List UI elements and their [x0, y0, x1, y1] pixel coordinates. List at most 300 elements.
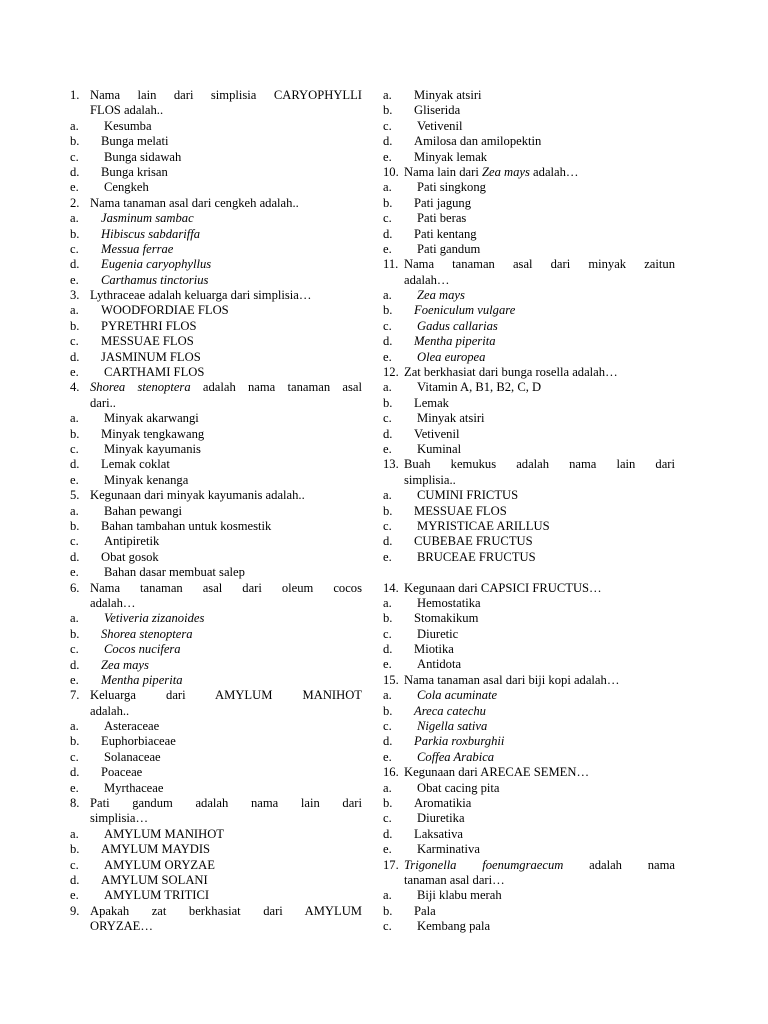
answer-option: [383, 319, 675, 334]
option-letter: b.: [70, 226, 80, 241]
option-letter: c.: [383, 318, 392, 333]
option-letter: e.: [383, 349, 392, 364]
question-text: [90, 380, 362, 411]
text-segment: Olea europea: [417, 349, 486, 364]
text-segment: Shorea stenoptera: [90, 380, 191, 395]
option-letter: d.: [70, 257, 80, 272]
text-segment: Bunga krisan: [101, 164, 168, 179]
question-text-line: [90, 796, 362, 811]
text-segment: Zea mays: [481, 164, 530, 179]
text-segment: adalah…: [90, 595, 136, 610]
question-text-line: [404, 873, 675, 888]
option-text: [417, 781, 675, 796]
option-letter: b.: [70, 134, 80, 149]
option-text: [417, 657, 675, 672]
option-text: [101, 765, 362, 780]
question-number: 4.: [70, 380, 80, 395]
option-text: [414, 227, 675, 242]
question-number: 6.: [70, 580, 80, 595]
question-item: [383, 165, 675, 180]
answer-option: [383, 596, 675, 611]
answer-option: [383, 380, 675, 395]
text-segment: Cola acuminate: [417, 688, 498, 703]
option-letter: d.: [70, 349, 80, 364]
text-segment: Minyak tengkawang: [101, 426, 205, 441]
option-letter: a.: [70, 211, 79, 226]
text-segment: Minyak lemak: [414, 149, 488, 164]
option-letter: a.: [383, 595, 392, 610]
text-segment: Diuretika: [417, 811, 465, 826]
text-segment: Miotika: [414, 642, 454, 657]
option-text: [414, 303, 675, 318]
text-segment: CARTHAMI FLOS: [104, 365, 205, 380]
option-text: [417, 550, 675, 565]
option-text: [104, 534, 362, 549]
option-letter: c.: [70, 334, 79, 349]
option-text: [414, 334, 675, 349]
option-letter: a.: [383, 180, 392, 195]
text-segment: Pati kentang: [414, 226, 477, 241]
text-segment: Gliserida: [414, 103, 461, 118]
text-segment: CUBEBAE FRUCTUS: [414, 534, 533, 549]
option-text: [417, 288, 675, 303]
option-text: [414, 196, 675, 211]
question-item: [70, 88, 362, 119]
text-segment: Bahan dasar membuat salep: [104, 565, 245, 580]
question-text-line: [90, 88, 362, 103]
text-segment: Vetivenil: [414, 426, 460, 441]
option-letter: a.: [70, 719, 79, 734]
answer-option: [383, 550, 675, 565]
option-text: [101, 350, 362, 365]
question-item: [383, 765, 675, 780]
answer-option: [383, 488, 675, 503]
text-segment: Trigonella foenumgraecum: [404, 857, 564, 872]
option-text: [101, 627, 362, 642]
answer-option: [383, 534, 675, 549]
option-letter: b.: [383, 611, 393, 626]
answer-option: [70, 334, 362, 349]
option-text: [417, 519, 675, 534]
option-text: [417, 750, 675, 765]
option-letter: a.: [383, 380, 392, 395]
option-text: [101, 658, 362, 673]
answer-option: [70, 627, 362, 642]
answer-option: [383, 334, 675, 349]
text-segment: Myrthaceae: [104, 780, 164, 795]
text-segment: MESSUAE FLOS: [101, 334, 194, 349]
text-segment: AMYLUM SOLANI: [101, 873, 208, 887]
text-segment: Laksativa: [414, 826, 463, 841]
answer-option: [70, 611, 362, 626]
answer-option: [70, 750, 362, 765]
option-text: [104, 180, 362, 195]
answer-option: [70, 134, 362, 149]
option-text: [101, 334, 362, 349]
question-item: [70, 581, 362, 612]
answer-option: [383, 504, 675, 519]
text-segment: MYRISTICAE ARILLUS: [417, 518, 550, 533]
answer-option: [70, 473, 362, 488]
question-text: [90, 288, 362, 303]
text-segment: AMYLUM TRITICI: [104, 888, 210, 903]
text-segment: Diuretic: [417, 626, 459, 641]
option-letter: d.: [70, 457, 80, 472]
question-item: [70, 488, 362, 503]
answer-option: [70, 227, 362, 242]
text-segment: Zea mays: [101, 657, 149, 672]
text-segment: Lemak: [414, 395, 449, 410]
question-text-line: [404, 858, 675, 873]
answer-option: [383, 103, 675, 118]
option-letter: c.: [70, 534, 79, 549]
option-letter: e.: [383, 657, 392, 672]
answer-option: [383, 134, 675, 149]
text-segment: Bahan tambahan untuk kosmestik: [101, 518, 272, 533]
option-text: [104, 150, 362, 165]
option-text: [414, 904, 675, 919]
option-letter: e.: [383, 749, 392, 764]
answer-option: [70, 888, 362, 903]
answer-option: [70, 858, 362, 873]
question-item: [383, 457, 675, 488]
text-segment: Vetiveria zizanoides: [104, 611, 205, 626]
option-text: [414, 796, 675, 811]
text-segment: Eugenia caryophyllus: [101, 257, 212, 272]
text-segment: Pati singkong: [417, 180, 486, 195]
option-text: [414, 396, 675, 411]
answer-option: [383, 796, 675, 811]
option-letter: b.: [383, 503, 393, 518]
answer-option: [70, 658, 362, 673]
text-segment: AMYLUM MANIHOT: [104, 826, 224, 841]
answer-option: [70, 411, 362, 426]
answer-option: [70, 350, 362, 365]
text-segment: Vetivenil: [417, 118, 463, 133]
option-letter: b.: [383, 903, 393, 918]
option-letter: e.: [70, 672, 79, 687]
text-segment: simplisia…: [90, 811, 149, 826]
option-letter: c.: [70, 149, 79, 164]
answer-option: [70, 257, 362, 272]
option-letter: b.: [70, 842, 80, 857]
option-letter: d.: [383, 226, 393, 241]
option-text: [417, 211, 675, 226]
question-text-line: [404, 457, 675, 472]
question-text-line: [90, 103, 362, 118]
option-letter: b.: [70, 734, 80, 749]
question-number: 7.: [70, 688, 80, 703]
option-text: [417, 811, 675, 826]
answer-option: [70, 319, 362, 334]
option-letter: c.: [70, 642, 79, 657]
text-segment: FLOS adalah..: [90, 103, 164, 118]
answer-option: [383, 442, 675, 457]
question-number: 8.: [70, 796, 80, 811]
option-letter: c.: [383, 811, 392, 826]
answer-option: [383, 688, 675, 703]
option-text: [104, 504, 362, 519]
text-segment: Stomakikum: [414, 611, 479, 626]
question-text: [90, 796, 362, 827]
text-segment: Pati beras: [417, 211, 467, 226]
answer-option: [70, 781, 362, 796]
option-text: [417, 350, 675, 365]
question-text-line: [404, 273, 675, 288]
text-segment: adalah nama tanaman asal: [190, 380, 363, 395]
answer-option: [383, 842, 675, 857]
question-item: [383, 858, 675, 889]
text-segment: Kuminal: [417, 442, 462, 456]
question-item: [383, 365, 675, 380]
question-text: [404, 365, 675, 380]
option-letter: e.: [383, 149, 392, 164]
option-text: [417, 119, 675, 134]
option-text: [414, 150, 675, 165]
answer-option: [70, 642, 362, 657]
text-segment: Minyak kayumanis: [104, 442, 201, 457]
question-text-line: [404, 257, 675, 272]
option-letter: d.: [70, 657, 80, 672]
answer-option: [383, 811, 675, 826]
option-text: [104, 642, 362, 657]
text-segment: Parkia roxburghii: [414, 734, 505, 749]
option-text: [104, 411, 362, 426]
option-text: [417, 888, 675, 903]
answer-option: [383, 750, 675, 765]
option-letter: e.: [383, 442, 392, 456]
option-letter: b.: [70, 426, 80, 441]
answer-option: [383, 827, 675, 842]
answer-option: [70, 765, 362, 780]
question-number: 11.: [383, 257, 399, 272]
option-text: [101, 303, 362, 318]
option-text: [417, 919, 675, 934]
option-letter: e.: [70, 888, 79, 903]
option-letter: d.: [383, 334, 393, 349]
text-segment: Bunga melati: [101, 134, 169, 149]
question-text: [404, 581, 675, 596]
text-segment: Cengkeh: [104, 180, 149, 195]
text-segment: Karminativa: [417, 842, 480, 857]
text-segment: AMYLUM ORYZAE: [104, 857, 215, 872]
option-letter: c.: [383, 211, 392, 226]
answer-option: [70, 427, 362, 442]
option-text: [417, 842, 675, 857]
option-letter: c.: [383, 118, 392, 133]
option-text: [104, 888, 362, 903]
text-segment: Minyak kenanga: [104, 472, 189, 487]
answer-option: [383, 642, 675, 657]
right-column: [383, 88, 675, 935]
option-letter: d.: [70, 873, 80, 887]
text-segment: Keluarga dari AMYLUM MANIHOT: [90, 688, 362, 703]
answer-option: [383, 227, 675, 242]
option-letter: d.: [383, 134, 393, 149]
option-text: [101, 550, 362, 565]
option-letter: a.: [70, 503, 79, 518]
text-segment: Kegunaan dari CAPSICI FRUCTUS…: [404, 580, 602, 595]
text-segment: Poaceae: [101, 765, 143, 780]
option-text: [417, 180, 675, 195]
text-segment: Foeniculum vulgare: [414, 303, 516, 318]
text-segment: adalah…: [529, 164, 579, 179]
question-number: 10.: [383, 164, 399, 179]
option-letter: b.: [383, 103, 393, 118]
answer-option: [70, 827, 362, 842]
text-segment: Pati gandum: [417, 241, 481, 256]
question-text-line: [90, 688, 362, 703]
text-segment: Shorea stenoptera: [101, 626, 193, 641]
option-text: [104, 119, 362, 134]
text-segment: Zat berkhasiat dari bunga rosella adalah…: [404, 365, 618, 380]
text-segment: Hibiscus sabdariffa: [101, 226, 201, 241]
option-text: [101, 273, 362, 288]
option-letter: a.: [383, 488, 392, 503]
option-text: [417, 411, 675, 426]
option-text: [104, 781, 362, 796]
text-segment: Messua ferrae: [101, 241, 174, 256]
option-text: [104, 365, 362, 380]
option-text: [104, 827, 362, 842]
answer-option: [383, 657, 675, 672]
question-number: 5.: [70, 488, 80, 503]
text-segment: Hemostatika: [417, 595, 481, 610]
question-number: 2.: [70, 195, 80, 210]
text-segment: Pala: [414, 903, 436, 918]
text-segment: Bunga sidawah: [104, 149, 182, 164]
option-text: [101, 873, 362, 888]
option-letter: c.: [70, 442, 79, 457]
option-letter: b.: [383, 703, 393, 718]
question-item: [383, 257, 675, 288]
option-letter: d.: [383, 426, 393, 441]
text-segment: Biji klabu merah: [417, 888, 502, 903]
option-text: [104, 473, 362, 488]
answer-option: [383, 411, 675, 426]
text-segment: adalah..: [90, 703, 130, 718]
question-number: 15.: [383, 672, 399, 687]
text-segment: Nama tanaman asal dari minyak zaitun: [404, 257, 675, 272]
text-segment: MESSUAE FLOS: [414, 503, 507, 518]
option-text: [417, 596, 675, 611]
option-letter: e.: [70, 565, 79, 580]
answer-option: [70, 150, 362, 165]
answer-option: [70, 519, 362, 534]
text-segment: Gadus callarias: [417, 318, 498, 333]
answer-option: [70, 180, 362, 195]
answer-option: [383, 150, 675, 165]
question-number: 9.: [70, 903, 80, 918]
question-number: 14.: [383, 580, 399, 595]
answer-option: [383, 88, 675, 103]
option-letter: c.: [383, 626, 392, 641]
option-text: [101, 842, 362, 857]
question-text-line: [90, 396, 362, 411]
text-segment: Bahan pewangi: [104, 503, 182, 518]
text-segment: Areca catechu: [414, 703, 486, 718]
left-column: [70, 88, 362, 935]
option-text: [414, 534, 675, 549]
question-item: [383, 581, 675, 596]
text-segment: tanaman asal dari…: [404, 872, 505, 887]
option-text: [101, 427, 362, 442]
option-letter: d.: [383, 642, 393, 657]
text-segment: Aromatikia: [414, 796, 472, 810]
option-letter: c.: [70, 857, 79, 872]
text-segment: Cocos nucifera: [104, 642, 181, 657]
text-segment: Nama tanaman asal dari oleum cocos: [90, 580, 362, 595]
question-text-line: [404, 473, 675, 488]
option-text: [414, 103, 675, 118]
option-text: [417, 627, 675, 642]
option-letter: a.: [70, 826, 79, 841]
question-text: [90, 196, 362, 211]
text-segment: Jasminum sambac: [101, 211, 194, 226]
answer-option: [383, 242, 675, 257]
option-text: [101, 257, 362, 272]
answer-option: [383, 288, 675, 303]
answer-option: [383, 627, 675, 642]
text-segment: Antidota: [417, 657, 462, 672]
text-segment: Nama tanaman asal dari cengkeh adalah..: [90, 195, 299, 210]
option-letter: b.: [70, 518, 80, 533]
option-letter: a.: [383, 888, 392, 903]
question-number: 12.: [383, 365, 399, 380]
text-segment: Nama tanaman asal dari biji kopi adalah…: [404, 672, 620, 687]
question-text-line: [90, 904, 362, 919]
text-segment: PYRETHRI FLOS: [101, 318, 197, 333]
option-letter: d.: [383, 826, 393, 841]
option-text: [414, 642, 675, 657]
question-text-line: [90, 919, 362, 934]
text-segment: Pati gandum adalah nama lain dari: [90, 796, 362, 811]
option-letter: e.: [70, 472, 79, 487]
question-item: [70, 904, 362, 935]
answer-option: [70, 242, 362, 257]
answer-option: [70, 211, 362, 226]
option-letter: c.: [70, 749, 79, 764]
answer-option: [383, 781, 675, 796]
option-letter: d.: [70, 549, 80, 564]
text-segment: Nama lain dari simplisia CARYOPHYLLI: [90, 88, 362, 102]
question-number: 17.: [383, 857, 399, 872]
option-letter: c.: [383, 518, 392, 533]
option-letter: b.: [383, 303, 393, 318]
option-letter: b.: [383, 395, 393, 410]
answer-option: [70, 442, 362, 457]
question-text-line: [90, 704, 362, 719]
option-letter: a.: [70, 611, 79, 626]
answer-option: [383, 119, 675, 134]
answer-option: [70, 734, 362, 749]
text-segment: Obat gosok: [101, 549, 159, 564]
option-text: [101, 734, 362, 749]
question-number: 1.: [70, 88, 80, 102]
question-text: [404, 165, 675, 180]
question-text: [90, 88, 362, 119]
option-letter: d.: [70, 765, 80, 780]
option-text: [417, 319, 675, 334]
option-text: [104, 442, 362, 457]
text-segment: Mentha piperita: [414, 334, 496, 349]
option-text: [101, 457, 362, 472]
answer-option: [383, 704, 675, 719]
answer-option: [383, 888, 675, 903]
text-segment: simplisia..: [404, 472, 456, 487]
answer-option: [70, 119, 362, 134]
text-segment: Solanaceae: [104, 749, 161, 764]
